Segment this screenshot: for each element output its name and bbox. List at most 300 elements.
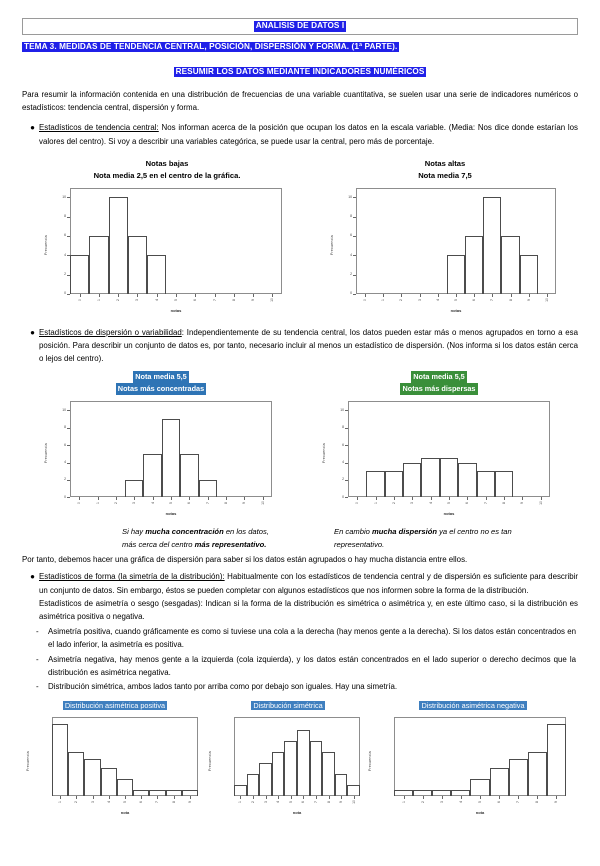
x-axis-tick: 5 [454, 298, 458, 301]
italic-l3: representativo. [334, 539, 385, 549]
x-tick-mark [486, 497, 487, 500]
bullet-dot-icon: ● [30, 327, 35, 337]
histogram-bar [458, 463, 476, 498]
y-tick-mark [345, 497, 348, 498]
chart-row1 [22, 182, 578, 322]
x-axis-tick: 5 [447, 502, 451, 505]
x-tick-mark [253, 294, 254, 297]
x-axis-tick: 7 [212, 298, 217, 301]
x-tick-mark [541, 497, 542, 500]
x-tick-mark [208, 497, 209, 500]
y-axis-tick: 10 [340, 407, 344, 412]
x-axis-tick: 3 [410, 502, 415, 505]
caption-line2: Nota media 2,5 en el centro de la gráfica. [93, 170, 241, 180]
x-axis-tick: 8 [502, 502, 507, 505]
x-tick-mark [438, 294, 439, 297]
x-axis-label: notas [165, 511, 177, 517]
caption-concentradas [22, 371, 300, 395]
histogram-bar [52, 724, 68, 796]
y-tick-mark [353, 294, 356, 295]
histogram-bar [528, 752, 547, 797]
y-axis-tick: 2 [64, 477, 66, 482]
x-tick-mark [98, 497, 99, 500]
caption-notas-bajas [22, 158, 312, 182]
caption-line1: Nota media 5,5 [413, 372, 465, 382]
document-title-box [22, 18, 578, 35]
x-tick-mark [467, 497, 468, 500]
italic-l1: En cambio [334, 527, 372, 537]
x-tick-mark [176, 294, 177, 297]
histogram-bar [447, 255, 465, 294]
x-axis-tick: 1 [96, 298, 101, 301]
x-axis-tick: 7 [483, 502, 488, 505]
x-tick-mark [537, 796, 538, 799]
x-axis-tick: 3 [417, 298, 422, 301]
x-tick-mark [412, 497, 413, 500]
histogram-bar [199, 480, 217, 497]
histogram-dispersas [300, 395, 578, 523]
y-tick-mark [353, 217, 356, 218]
histogram-bar [440, 458, 458, 497]
histogram-asimetrica-positiva [22, 712, 208, 816]
y-tick-mark [67, 294, 70, 295]
bullet-dot-icon: ● [30, 123, 35, 133]
tema-heading-row [22, 36, 578, 54]
x-axis-tick: 2 [250, 801, 255, 804]
title-simetrica: Distribución simétrica [253, 701, 323, 711]
histogram-bar [247, 774, 260, 796]
y-tick-mark [67, 497, 70, 498]
y-tick-mark [67, 445, 70, 446]
x-axis-label: notas [450, 307, 462, 313]
dash-marker-icon: - [36, 627, 39, 637]
x-tick-mark [174, 796, 175, 799]
histogram-bar [101, 768, 117, 797]
histogram-notas-altas [312, 182, 578, 322]
histogram-bar [89, 236, 108, 294]
caption-line1: Nota media 5,5 [135, 372, 187, 382]
histogram-bar [310, 741, 323, 796]
y-tick-mark [345, 480, 348, 481]
x-tick-mark [244, 497, 245, 500]
x-axis-tick: 1 [381, 298, 386, 301]
y-axis-label: Frecuencia [330, 235, 334, 255]
x-tick-mark [354, 796, 355, 799]
bullet-dot-icon: ● [30, 572, 35, 582]
x-tick-mark [141, 796, 142, 799]
histogram-bar [347, 785, 360, 796]
x-tick-mark [240, 796, 241, 799]
bullet-body: : Independientemente de su tendencia central, los datos pueden estar más o menos agrupados en torno a esa posición. Para describir un conjunto de datos es, por tanto, necesario incluir al menos un estadístico de dispersión. (Nos informa si los datos están cerca o lejos del centro). [39, 327, 578, 364]
bullet-body: Habitualmente con los estadísticos de tendencia central y de dispersión es suficiente para describir un conjunto de datos. Sin embargo, éstos se pueden completar con algunos estadísticos que nos informen sobre la forma de la distribución. [39, 572, 578, 595]
x-axis-tick: 8 [224, 502, 229, 505]
x-axis-tick: 2 [113, 502, 118, 505]
italic-b1: mucha concentración [145, 527, 224, 537]
histogram-bar [477, 471, 495, 497]
x-axis-tick: 5 [123, 801, 127, 804]
x-axis-tick: 1 [95, 502, 100, 505]
histogram-bar [490, 768, 509, 797]
histogram-bar [70, 255, 89, 294]
x-axis-tick: 4 [458, 801, 463, 804]
bullet-text [39, 121, 578, 147]
bullet-text [39, 326, 578, 366]
x-tick-mark [431, 497, 432, 500]
caption-line2: Notas más dispersas [402, 384, 476, 394]
italic-b2: más representativo. [194, 539, 267, 549]
histogram-bar [143, 454, 161, 498]
y-axis-tick: 4 [342, 460, 344, 464]
x-tick-mark [189, 497, 190, 500]
y-axis-tick: 6 [64, 442, 66, 447]
x-tick-mark [316, 796, 317, 799]
x-tick-mark [153, 497, 154, 500]
y-tick-mark [353, 275, 356, 276]
y-tick-mark [67, 236, 70, 237]
x-tick-mark [404, 796, 405, 799]
x-axis-tick: 2 [74, 801, 79, 804]
histogram-concentradas [22, 395, 300, 523]
x-axis-tick: 9 [554, 801, 559, 804]
italic-caption-left [122, 526, 322, 551]
x-tick-mark [442, 796, 443, 799]
histogram-bar [180, 454, 198, 498]
x-tick-mark [511, 294, 512, 297]
chart-row2-captions [22, 371, 578, 395]
y-axis-tick: 10 [348, 194, 352, 199]
x-axis-tick: 9 [520, 502, 525, 505]
x-tick-mark [93, 796, 94, 799]
histogram-bar [68, 752, 84, 797]
x-tick-mark [492, 294, 493, 297]
x-axis-tick: 10 [260, 501, 265, 506]
y-axis-tick: 2 [350, 272, 352, 277]
histogram-bar [259, 763, 272, 796]
x-axis-tick: 9 [526, 298, 531, 301]
italic-l1: Si hay [122, 527, 146, 537]
y-axis-tick: 0 [342, 494, 344, 499]
histogram-bar [547, 724, 566, 796]
x-axis-tick: 3 [135, 298, 140, 301]
document-page [0, 18, 600, 866]
histogram-simetrica [208, 712, 368, 816]
dash-marker-icon: - [36, 654, 39, 664]
caption-line2: Notas más concentradas [117, 384, 205, 394]
y-tick-mark [345, 445, 348, 446]
histogram-bar [234, 785, 247, 796]
y-tick-mark [67, 197, 70, 198]
histogram-notas-bajas [22, 182, 312, 322]
histogram-bar [470, 779, 489, 796]
x-tick-mark [449, 497, 450, 500]
y-tick-mark [353, 236, 356, 237]
y-axis-tick: 0 [350, 291, 352, 296]
y-axis-tick: 10 [62, 194, 66, 199]
y-axis-tick: 6 [64, 233, 66, 238]
x-axis-tick: 8 [171, 801, 176, 804]
x-tick-mark [529, 294, 530, 297]
x-tick-mark [79, 497, 80, 500]
x-tick-mark [383, 294, 384, 297]
x-tick-mark [303, 796, 304, 799]
x-axis-tick: 6 [465, 502, 470, 505]
histogram-bar [162, 419, 180, 498]
histogram-bar [465, 236, 483, 294]
histogram-asimetrica-negativa [368, 712, 578, 816]
bullet-lead: Estadísticos de dispersión o variabilidad [39, 327, 182, 337]
histogram-bar [147, 255, 166, 294]
y-axis-label: Frecuencia [44, 443, 48, 464]
chart-row3 [22, 712, 578, 816]
histogram-bar [495, 471, 513, 497]
x-tick-mark [76, 796, 77, 799]
bullet-lead: Estadísticos de tendencia central: [39, 123, 159, 133]
histogram-bar [421, 458, 439, 497]
x-axis-tick: 0 [77, 298, 82, 301]
x-axis-tick: 7 [313, 801, 318, 804]
x-tick-mark [329, 796, 330, 799]
x-axis-tick: 8 [326, 801, 331, 804]
tema-heading: TEMA 3. MEDIDAS DE TENDENCIA CENTRAL, POSICIÓN, DISPERSIÓN Y FORMA. (1ª PARTE). [24, 42, 398, 51]
y-tick-mark [353, 197, 356, 198]
title-asimetrica-positiva: Distribución asimétrica positiva [64, 701, 166, 711]
x-axis-tick: 4 [428, 502, 433, 505]
y-tick-mark [67, 463, 70, 464]
x-tick-mark [118, 294, 119, 297]
chart-row2 [22, 395, 578, 523]
histogram-bar [297, 730, 310, 796]
x-axis-tick: 4 [106, 801, 111, 804]
x-tick-mark [80, 294, 81, 297]
list-item-text: Asimetría positiva, cuando gráficamente es como si tuviese una cola a la derecha (hay menos gente a la derecha). Si los datos están concentrados en el lado inferior, la asimetría es positiva. [48, 627, 576, 650]
x-axis-tick: 1 [401, 801, 406, 804]
list-item [22, 653, 578, 679]
histogram-bar [84, 759, 100, 796]
x-tick-mark [234, 294, 235, 297]
y-axis-tick: 4 [64, 252, 66, 257]
x-axis-tick: 0 [355, 502, 360, 505]
list-item-text: Asimetría negativa, hay menos gente a la izquierda (cola izquierda), y los datos están concentrados en el lado superior o derecho decimos que la distribución es asimétrica negativa. [48, 654, 576, 677]
x-axis-tick: 4 [154, 298, 159, 301]
histogram-bar [125, 480, 143, 497]
caption-notas-altas [312, 158, 578, 182]
x-tick-mark [109, 796, 110, 799]
x-axis-tick: 4 [435, 298, 440, 301]
x-axis-tick: 2 [399, 298, 404, 301]
x-axis-tick: 8 [508, 298, 513, 301]
x-axis-tick: 2 [391, 502, 396, 505]
x-axis-tick: 6 [193, 298, 198, 301]
title-asimetrica-negativa: Distribución asimétrica negativa [421, 701, 525, 711]
x-axis-tick: 7 [155, 801, 160, 804]
x-tick-mark [99, 294, 100, 297]
x-axis-tick: 6 [187, 502, 192, 505]
caption-dispersas [300, 371, 578, 395]
y-axis-tick: 6 [350, 233, 352, 238]
x-tick-mark [291, 796, 292, 799]
x-axis-tick: 7 [490, 298, 495, 301]
italic-l3: más cerca del centro [122, 539, 195, 549]
x-axis-label: nota [475, 810, 485, 816]
x-axis-tick: 5 [478, 801, 482, 804]
x-axis-tick: 0 [363, 298, 368, 301]
bullet-text [39, 570, 578, 623]
x-axis-tick: 8 [535, 801, 540, 804]
x-tick-mark [522, 497, 523, 500]
y-tick-mark [345, 410, 348, 411]
x-tick-mark [60, 796, 61, 799]
section-heading: RESUMIR LOS DATOS MEDIANTE INDICADORES NUMÉRICOS [175, 67, 425, 76]
caption-line2: Nota media 7,5 [418, 170, 472, 180]
histogram-bar [385, 471, 403, 497]
italic-l2: en los datos, [223, 527, 269, 537]
page-title: ANALISIS DE DATOS I [255, 21, 345, 31]
x-axis-tick: 2 [116, 298, 121, 301]
x-axis-tick: 2 [420, 801, 425, 804]
x-axis-tick: 10 [544, 297, 549, 302]
bullet-body: Nos informan acerca de la posición que ocupan los datos en la escala variable. (Media: Nos dice donde estarían los valores del centro). Si voy a describir una variables categórica, se puede usar la central, pero más de porcentaje. [39, 123, 578, 146]
y-axis-label: Frecuencia [368, 750, 372, 771]
histogram-bar [509, 759, 528, 796]
x-tick-mark [518, 796, 519, 799]
y-tick-mark [67, 217, 70, 218]
x-axis-tick: 10 [351, 800, 356, 805]
x-axis-label: nota [120, 810, 130, 816]
x-axis-tick: 6 [301, 801, 306, 804]
x-axis-tick: 6 [472, 298, 477, 301]
x-tick-mark [423, 796, 424, 799]
x-axis-tick: 5 [169, 502, 173, 505]
y-tick-mark [353, 255, 356, 256]
x-axis-label: nota [292, 810, 302, 816]
x-tick-mark [556, 796, 557, 799]
x-tick-mark [480, 796, 481, 799]
y-axis-tick: 2 [64, 272, 66, 277]
x-tick-mark [215, 294, 216, 297]
x-axis-label: notas [443, 511, 455, 517]
italic-caption-right [322, 526, 552, 551]
histogram-bar [128, 236, 147, 294]
y-tick-mark [67, 480, 70, 481]
x-tick-mark [341, 796, 342, 799]
x-tick-mark [504, 497, 505, 500]
y-axis-label: Frecuencia [26, 750, 30, 771]
y-axis-tick: 8 [350, 214, 352, 219]
list-item [22, 625, 578, 651]
histogram-bar [520, 255, 538, 294]
y-axis-label: Frecuencia [44, 235, 48, 255]
histogram-bar [483, 197, 501, 293]
y-axis-tick: 0 [64, 291, 66, 296]
x-tick-mark [376, 497, 377, 500]
histogram-bar [109, 197, 128, 293]
x-axis-tick: 3 [439, 801, 444, 804]
bottom-chart-titles [22, 701, 578, 710]
x-tick-mark [134, 497, 135, 500]
histogram-bar [284, 741, 297, 796]
x-tick-mark [401, 294, 402, 297]
x-tick-mark [125, 796, 126, 799]
x-axis-tick: 9 [251, 298, 256, 301]
x-tick-mark [157, 294, 158, 297]
x-tick-mark [272, 294, 273, 297]
x-tick-mark [195, 294, 196, 297]
list-item-text: Distribución simétrica, ambos lados tanto por arriba como por debajo son iguales. Hay una simetría. [48, 682, 398, 692]
bullet-dispersion [22, 326, 578, 366]
y-axis-tick: 8 [342, 425, 344, 430]
x-axis-tick: 6 [139, 801, 144, 804]
bullet-tendencia-central [22, 121, 578, 147]
x-tick-mark [226, 497, 227, 500]
y-axis-label: Frecuencia [322, 443, 326, 464]
x-tick-mark [456, 294, 457, 297]
x-axis-tick: 9 [187, 801, 192, 804]
y-axis-tick: 8 [64, 425, 66, 430]
italic-b1: mucha dispersión [372, 527, 437, 537]
x-axis-tick: 0 [77, 502, 82, 505]
x-axis-tick: 3 [132, 502, 137, 505]
x-tick-mark [420, 294, 421, 297]
histogram-bar [272, 752, 285, 797]
x-tick-mark [263, 497, 264, 500]
x-tick-mark [547, 294, 548, 297]
x-tick-mark [266, 796, 267, 799]
y-axis-tick: 4 [64, 460, 66, 464]
x-axis-tick: 10 [538, 501, 543, 506]
histogram-bar [403, 463, 421, 498]
histogram-bar [366, 471, 384, 497]
x-axis-tick: 1 [238, 801, 243, 804]
conclusion-paragraph: Por tanto, debemos hacer una gráfica de dispersión para saber si los datos están agrupados o hay mucha distancia entre ellos. [22, 555, 468, 565]
y-axis-tick: 2 [342, 477, 344, 482]
section-heading-row [22, 61, 578, 79]
histogram-bar [501, 236, 519, 294]
x-axis-tick: 4 [276, 801, 281, 804]
x-axis-tick: 10 [270, 297, 275, 302]
y-tick-mark [345, 463, 348, 464]
x-axis-tick: 7 [516, 801, 521, 804]
x-tick-mark [171, 497, 172, 500]
x-tick-mark [461, 796, 462, 799]
x-axis-tick: 9 [242, 502, 247, 505]
x-axis-tick: 8 [231, 298, 236, 301]
intro-paragraph: Para resumir la información contenida en una distribución de frecuencias de una variable cuantitativa, se suelen usar una serie de indicadores numéricos o estadísticos: tendencia central, dispersión y forma. [22, 90, 578, 113]
y-tick-mark [67, 410, 70, 411]
x-tick-mark [499, 796, 500, 799]
histogram-bar [322, 752, 335, 797]
x-axis-tick: 9 [339, 801, 344, 804]
dash-marker-icon: - [36, 682, 39, 692]
histogram-bar [117, 779, 133, 796]
y-axis-tick: 10 [62, 407, 66, 412]
x-axis-tick: 7 [205, 502, 210, 505]
chart-row1-captions [22, 158, 578, 182]
x-tick-mark [253, 796, 254, 799]
x-tick-mark [365, 294, 366, 297]
x-axis-tick: 1 [58, 801, 63, 804]
bullet-subparagraph: Estadísticos de asimetría o sesgo (sesgadas): Indican si la forma de la distribución es simétrica o asimétrica y, en este último caso, si la distribución es asimétrica positiva o negativa. [39, 598, 578, 622]
y-axis-tick: 4 [350, 252, 352, 257]
bullet-forma [22, 570, 578, 623]
x-axis-tick: 3 [263, 801, 268, 804]
y-tick-mark [67, 428, 70, 429]
x-axis-tick: 4 [150, 502, 155, 505]
x-tick-mark [157, 796, 158, 799]
asimetria-dash-list [22, 625, 578, 693]
y-axis-tick: 0 [64, 494, 66, 499]
x-axis-tick: 5 [174, 298, 178, 301]
x-tick-mark [190, 796, 191, 799]
